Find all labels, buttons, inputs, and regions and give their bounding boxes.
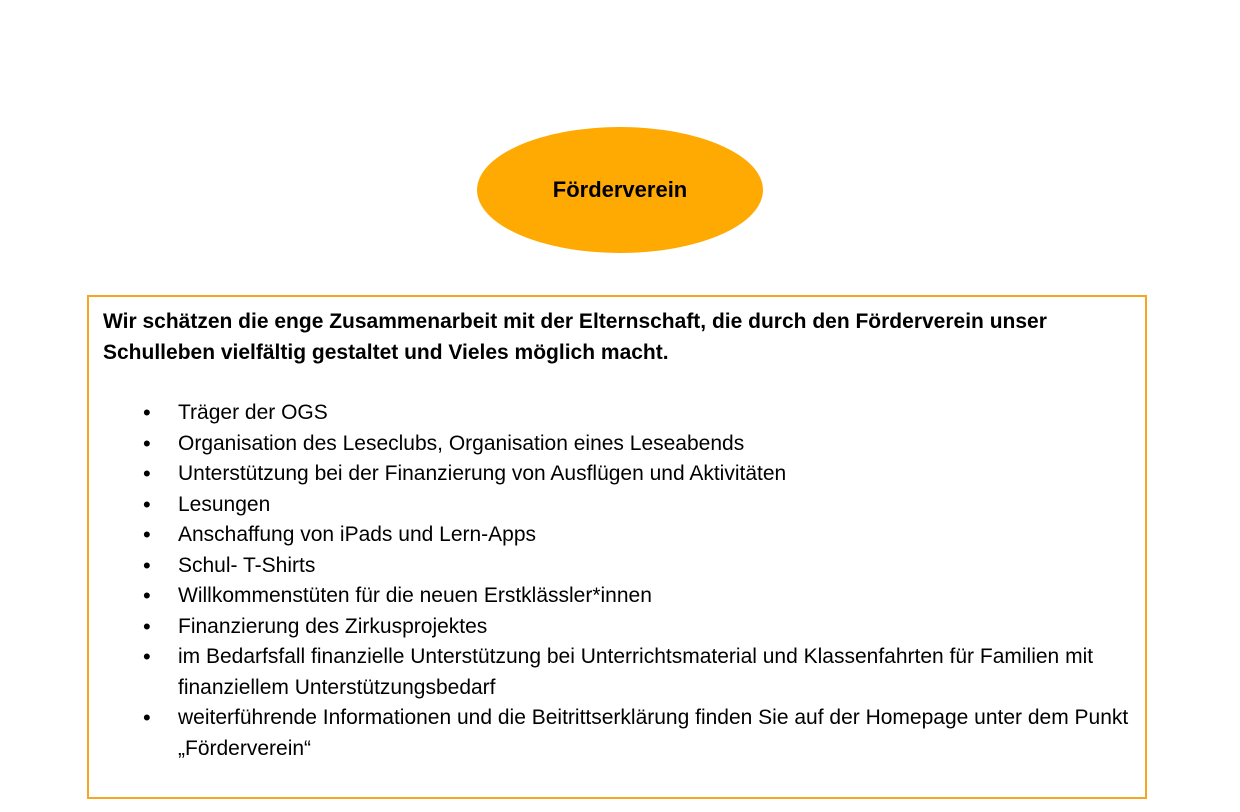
- list-item: [103, 490, 1131, 521]
- list-item: [103, 642, 1131, 703]
- intro-text: Wir schätzen die enge Zusammenarbeit mit der Elternschaft, die durch den Förderverein unser Schulleben vielfältig gestaltet und Vieles möglich macht.: [103, 310, 1047, 364]
- bullet-icon: •: [143, 400, 151, 425]
- bullet-icon: •: [143, 461, 151, 486]
- list-item-text: Schul- T-Shirts: [178, 553, 316, 577]
- bullet-icon: •: [143, 583, 151, 608]
- list-item: [103, 551, 1131, 582]
- list-item-text: im Bedarfsfall finanzielle Unterstützung bei Unterrichtsmaterial und Klassenfahrten für Familien mit finanziellem Unterstützungsbedarf: [178, 645, 1094, 699]
- list-item-text: Organisation des Leseclubs, Organisation eines Leseabends: [178, 431, 745, 455]
- list-item-text: Finanzierung des Zirkusprojektes: [178, 614, 488, 638]
- bullet-icon: •: [143, 705, 151, 730]
- bullet-icon: •: [143, 491, 151, 517]
- page-title: Förderverein: [552, 177, 688, 202]
- bullet-icon: •: [143, 552, 151, 578]
- list-item-text: Unterstützung bei der Finanzierung von Ausflügen und Aktivitäten: [178, 462, 787, 485]
- list-item-text: weiterführende Informationen und die Beitrittserklärung finden Sie auf der Homepage unter dem Punkt „Förderverein“: [178, 706, 1129, 760]
- info-box: [87, 295, 1147, 799]
- title-ellipse: [477, 127, 763, 253]
- list-item: [103, 520, 1131, 551]
- bullet-icon: •: [143, 644, 151, 669]
- list-item: [103, 429, 1131, 460]
- list-item: [103, 703, 1131, 764]
- bullet-icon: •: [143, 613, 151, 639]
- bullet-icon: •: [143, 430, 151, 456]
- list-item-text: Lesungen: [178, 492, 271, 516]
- bullet-icon: •: [143, 522, 151, 547]
- list-item: [103, 581, 1131, 612]
- list-item: [103, 398, 1131, 429]
- list-item: [103, 612, 1131, 643]
- feature-list: [103, 398, 1131, 764]
- list-item-text: Willkommenstüten für die neuen Erstklässler*innen: [178, 584, 652, 607]
- list-item-text: Anschaffung von iPads und Lern-Apps: [178, 523, 537, 546]
- list-item: [103, 459, 1131, 490]
- list-item-text: Träger der OGS: [178, 401, 328, 424]
